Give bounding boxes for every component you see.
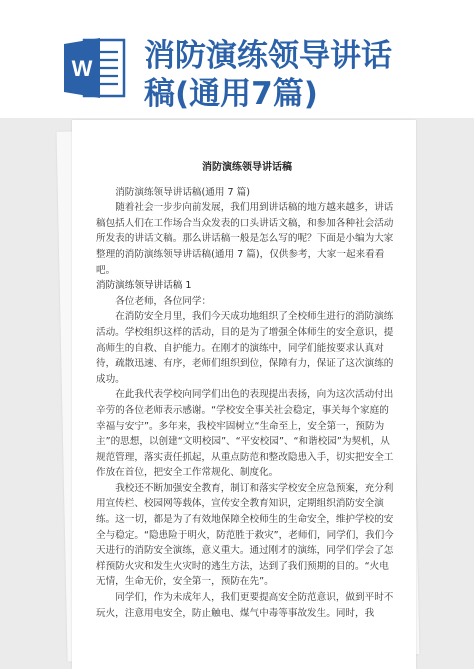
- page-header: [0, 0, 474, 118]
- document-title: 消防演练领导讲话稿: [202, 162, 292, 173]
- body-paragraph: 同学们，作为未成年人，我们更要提高安全防范意识，做到平时不玩火，注意用电安全，防止触电、煤气中毒等事故发生。同时，我: [96, 592, 394, 619]
- page-title-line2: 稿(通用7篇): [144, 76, 318, 112]
- body-paragraph: 在此我代表学校向同学们出色的表现提出表扬，向为这次活动付出辛劳的各位老师表示感谢。“学校安全事关社会稳定，事关每个家庭的幸福与安宁”。多年来，我校牢固树立“生命至上，安全第一，预防为主”的思想，以创建“文明校园”、“平安校园”、“和谐校园”为契机，从规范管理，落实责任抓起，从重点防范和整改隐患入手，切实把安全工作放在首位，把安全工作常规化、制度化。: [96, 389, 394, 479]
- salutation: 各位老师，各位同学：: [115, 295, 212, 307]
- page-title-line1: 消防演练领导讲话: [144, 38, 392, 74]
- body-paragraph: 在消防安全月里，我们今天成功地组织了全校师生进行的消防演练活动。学校组织这样的活动，目的是为了增强全体师生的安全意识，提高师生的自救、自护能力。在刚才的演练中，同学们能按要求认真对待，疏散迅速、有序，老师们组织到位，保障有力，保证了这次演练的成功。: [96, 311, 394, 385]
- body-paragraph: 我校还不断加强安全教育，制订和落实学校安全应急预案，充分利用宣传栏、校园网等载体，宣传安全教育知识，定期组织消防安全演练。这一切，都是为了有效地保障全校师生的生命安全，维护学校的安全与稳定。“隐患险于明火，防范胜于救灾”，老师们，同学们，我们今天进行的消防安全演练，意义重大。通过刚才的演练，同学们学会了怎样预防火灾和发生火灾时的逃生方法，达到了我们预期的目的。“火电无情，生命无价，安全第一，预防在先”。: [96, 482, 394, 588]
- section-heading: 消防演练领导讲话稿 1: [96, 280, 192, 292]
- document-subtitle: 消防演练领导讲话稿(通用 7 篇): [115, 186, 251, 198]
- document-body: [96, 160, 398, 621]
- svg-text:W: W: [71, 56, 93, 81]
- word-document-icon: [62, 34, 128, 102]
- intro-paragraph: 随着社会一步步向前发展，我们用到讲话稿的地方越来越多，讲话稿包括人们在工作场合当众发表的口头讲话文稿，和参加各种社会活动所发表的讲话文稿。那么讲话稿一般是怎么写的呢？下面是小编为大家整理的消防演练领导讲话稿(通用 7 篇)，仅供参考，大家一起来看看吧。: [96, 202, 394, 276]
